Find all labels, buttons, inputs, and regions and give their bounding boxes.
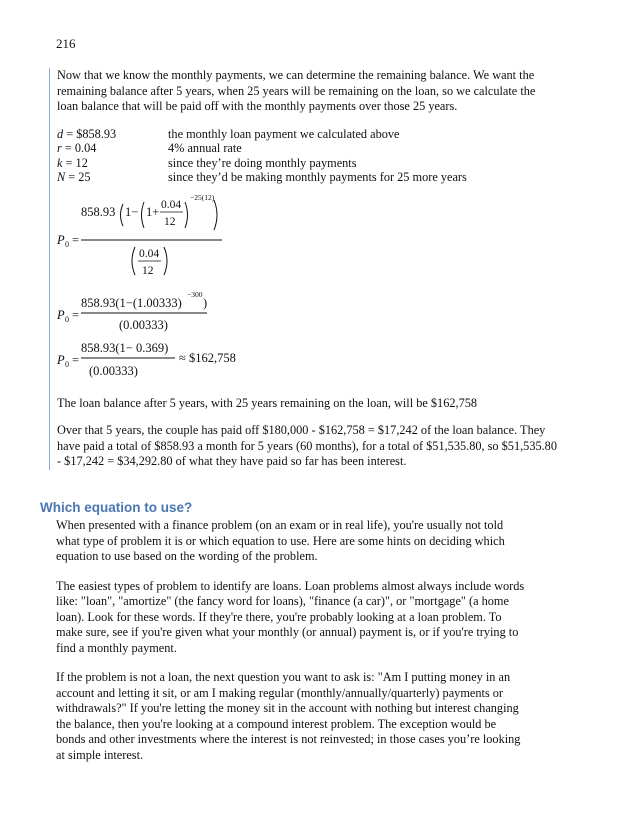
formula-block	[57, 194, 557, 384]
variable-value: = 0.04	[61, 141, 97, 155]
p0-subscript: 0	[65, 239, 69, 249]
f2-close-paren: )	[203, 295, 208, 310]
section-heading: Which equation to use?	[40, 500, 193, 515]
equals-sign: =	[72, 232, 80, 247]
f2-numerator: 858.93(1−(1.00333)	[81, 295, 182, 310]
outer-right-paren	[214, 200, 217, 230]
f1-denom-k: 12	[142, 264, 154, 277]
variable-symbol: k	[57, 155, 63, 170]
variable-symbol: r	[57, 141, 62, 155]
p0-label: P	[57, 352, 65, 367]
variable-row	[57, 156, 557, 171]
equals-sign: =	[72, 307, 80, 322]
section-paragraph: When presented with a finance problem (on an exam or in real life), you're usually not told what type of problem it is or which equation to use. Here are some hints on deciding which equation to use based on the wording of the problem.	[56, 518, 505, 563]
f3-result: ≈ $162,758	[179, 350, 236, 365]
variable-value: = 25	[65, 170, 91, 184]
intro-paragraph: Now that we know the monthly payments, we can determine the remaining balance. We want the remaining balance after 5 years, when 25 years will be remaining on the loan, so we calculate the loan balance that will be paid off with the monthly payments over those 25 years.	[57, 68, 536, 113]
p0-subscript: 0	[65, 359, 69, 369]
f1-exponent: −25(12)	[190, 192, 215, 202]
variable-symbol: N	[57, 170, 66, 184]
inner-left-paren	[142, 202, 145, 228]
variable-description: 4% annual rate	[168, 141, 242, 155]
section-paragraph: The easiest types of problem to identify are loans. Loan problems almost always include words like: "loan", "amortize" (the fancy word for loans), "finance (a car)", or "mortgage" (a home loan). Look for these words. If they're there, you're probably looking at a loan problem. To make sure, see if you're given what your monthly (or annual) payment is, or if you're trying to find a monthly payment.	[56, 578, 525, 655]
worked-example-box	[49, 68, 557, 470]
formula-3	[56, 341, 236, 378]
page-number: 216	[56, 36, 76, 51]
section-paragraph: If the problem is not a loan, the next question you want to ask is: "Am I putting money in an account and letting it sit, or am I making regular (monthly/annually/quarterly) payments or withdrawals?" If you're letting the money sit in the account with nothing but interest changing the balance, then you're looking at a compound interest problem. The exception would be bonds and other investments where the interest is not reinvested; in those cases you’re looking at simple interest.	[56, 670, 521, 762]
p0-label: P	[57, 232, 65, 247]
f1-denom-rate: 0.04	[139, 247, 160, 260]
f2-denominator: (0.00333)	[119, 317, 168, 332]
formula-svg	[57, 194, 457, 384]
f3-numerator: 858.93(1− 0.369)	[81, 340, 169, 355]
variable-description: since they’d be making monthly payments for 25 more years	[168, 170, 467, 184]
formula-2	[56, 290, 207, 332]
f2-exponent: −300	[187, 289, 203, 299]
section-body	[56, 518, 526, 777]
variable-symbol: d	[57, 126, 64, 141]
equals-sign: =	[72, 352, 80, 367]
f1-denom-left-paren	[132, 247, 135, 275]
paid-off-paragraph: Over that 5 years, the couple has paid off $180,000 - $162,758 = $17,242 of the loan balance. They have paid a total of $858.93 a month for 5 years (60 months), for a total of $51,535.80, so $51,535.80 - $17,242 = $34,292.80 of what they have paid so far has been interest.	[57, 423, 557, 468]
variable-description: the monthly loan payment we calculated above	[168, 126, 400, 141]
f1-k: 12	[164, 215, 176, 228]
p0-label: P	[57, 307, 65, 322]
variable-value: = 12	[62, 155, 88, 170]
variable-row	[57, 127, 557, 142]
f1-rate: 0.04	[161, 198, 182, 211]
f1-one-minus: 1−	[125, 204, 139, 219]
variable-row	[57, 170, 557, 185]
outer-left-paren	[121, 204, 124, 226]
inner-right-paren	[185, 202, 188, 228]
variable-description: since they’re doing monthly payments	[168, 155, 357, 170]
p0-subscript: 0	[65, 314, 69, 324]
f1-one-plus: 1+	[146, 204, 160, 219]
f1-denom-right-paren	[164, 247, 167, 275]
formula-1	[56, 193, 222, 277]
balance-sentence: The loan balance after 5 years, with 25 years remaining on the loan, will be $162,758	[57, 395, 478, 410]
f1-coefficient: 858.93	[81, 204, 116, 219]
variable-value: = $858.93	[63, 126, 117, 141]
variable-row	[57, 141, 557, 156]
f3-denominator: (0.00333)	[89, 363, 138, 378]
variable-table	[57, 127, 557, 185]
